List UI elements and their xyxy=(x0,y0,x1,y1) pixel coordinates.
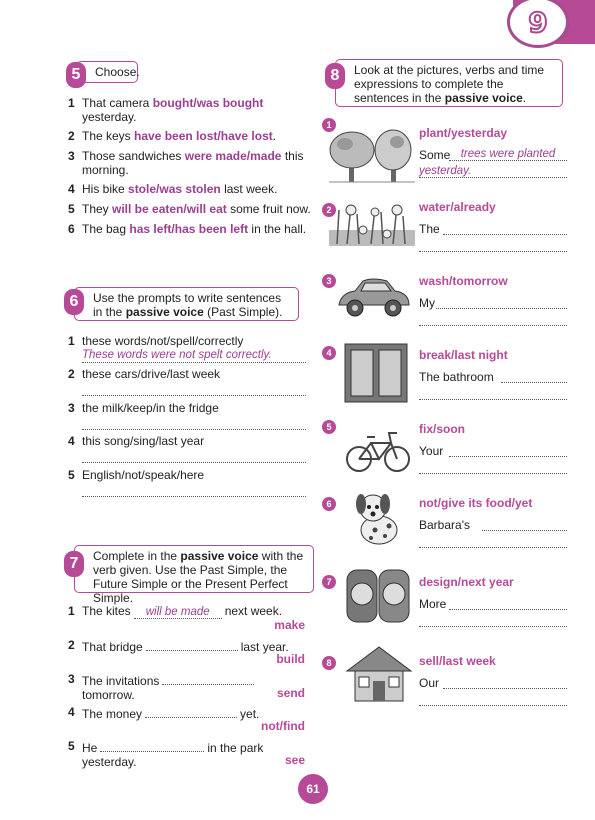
item-text: this xyxy=(281,149,304,163)
picture-number: 2 xyxy=(322,203,336,217)
item-text: That camera xyxy=(82,96,153,110)
verb-hint: see xyxy=(284,753,305,767)
item-number: 1 xyxy=(68,604,75,618)
unit-number: 9 xyxy=(528,5,548,39)
item-number: 2 xyxy=(68,129,75,143)
prompt-text: this song/sing/last year xyxy=(82,434,205,448)
answer-option[interactable]: have been lost xyxy=(134,129,218,143)
item-text: last year. xyxy=(240,640,289,654)
ex7-instr-c: with the verb given. Use the Past Simple, the Future Simple or the Present Perfect Simple. xyxy=(93,549,304,605)
item-text: some fruit now. xyxy=(226,202,311,216)
picture-number: 1 xyxy=(322,118,336,132)
ex6-item xyxy=(68,468,308,497)
item-number: 2 xyxy=(68,367,75,381)
ex6-item xyxy=(68,367,308,396)
sentence-start: Our xyxy=(419,676,440,690)
item-number: 5 xyxy=(68,468,75,482)
answer-line[interactable] xyxy=(82,416,306,430)
item-text: The kites xyxy=(82,604,131,618)
ex7-instr-a: Complete in the xyxy=(93,549,181,563)
sentence-start: Barbara's xyxy=(419,518,470,532)
picture-number: 6 xyxy=(322,497,336,511)
picture-number: 5 xyxy=(322,420,336,434)
item-number: 4 xyxy=(68,705,75,719)
ex7-item xyxy=(68,705,307,737)
item-number: 3 xyxy=(68,149,75,163)
item-number: 2 xyxy=(68,638,75,652)
answer-line[interactable] xyxy=(449,596,567,610)
answer-option[interactable]: were made xyxy=(184,149,247,163)
ex8-instr-a: Look at the pictures, verbs and time expressions to complete the sentences in the xyxy=(354,63,545,105)
verb-time-prompt: plant/yesterday xyxy=(419,126,508,140)
answer-line[interactable] xyxy=(82,449,306,463)
answer-blank[interactable] xyxy=(162,672,254,685)
item-text: The keys xyxy=(82,129,135,143)
item-number: 1 xyxy=(68,334,75,348)
sentence-start: Some xyxy=(419,148,451,162)
answer-blank[interactable] xyxy=(100,739,204,752)
answer-option[interactable]: will eat xyxy=(186,202,227,216)
sentence-start: The bathroom xyxy=(419,370,494,384)
ex6-instr-b: passive voice xyxy=(125,305,204,319)
item-text: His bike xyxy=(82,182,129,196)
option-slash: / xyxy=(171,222,175,236)
answer-blank[interactable]: will be made xyxy=(134,606,222,619)
ex7-item xyxy=(68,604,307,636)
answer-option[interactable]: bought xyxy=(152,96,194,110)
item-number: 3 xyxy=(68,401,75,415)
ex5-item xyxy=(68,96,312,124)
ex5-item xyxy=(68,129,312,143)
answer-line[interactable] xyxy=(82,483,306,497)
sentence-start: The xyxy=(419,222,440,236)
ex5-item xyxy=(68,222,312,236)
item-text: tomorrow. xyxy=(82,688,135,702)
item-text: That bridge xyxy=(82,640,143,654)
car-picture xyxy=(333,275,413,321)
item-text: They xyxy=(82,202,113,216)
ex6-item xyxy=(68,334,308,363)
verb-hint: make xyxy=(274,618,305,632)
answer-line[interactable] xyxy=(419,386,567,400)
verb-hint: send xyxy=(276,686,305,700)
item-text: in the hall. xyxy=(248,222,307,236)
verb-time-prompt: design/next year xyxy=(419,575,514,589)
item-number: 1 xyxy=(68,96,75,110)
ex8-instr-b: passive voice xyxy=(444,91,523,105)
answer-option[interactable]: has left xyxy=(129,222,172,236)
ex6-item xyxy=(68,434,308,463)
answer-blank[interactable] xyxy=(145,705,237,718)
ex8-instr-c: . xyxy=(522,91,527,105)
verb-time-prompt: not/give its food/yet xyxy=(419,496,533,510)
option-slash: / xyxy=(156,182,160,196)
prompt-text: these cars/drive/last week xyxy=(82,367,221,381)
verb-time-prompt: water/already xyxy=(419,200,496,214)
item-text: Those sandwiches xyxy=(82,149,185,163)
sentence-start: Your xyxy=(419,444,444,458)
answer-line[interactable]: yesterday. xyxy=(419,164,567,178)
item-text: The invitations xyxy=(82,674,160,688)
ex7-item xyxy=(68,739,307,771)
answer-option[interactable]: was stolen xyxy=(159,182,221,196)
prompt-text: English/not/speak/here xyxy=(82,468,205,482)
item-text: He xyxy=(82,741,98,755)
ex6-instruction xyxy=(74,287,299,321)
ex7-item xyxy=(68,672,307,704)
verb-time-prompt: fix/soon xyxy=(419,422,466,436)
answer-line[interactable] xyxy=(419,238,567,252)
item-text: yesterday. xyxy=(82,110,137,124)
sentence-start: More xyxy=(419,597,447,611)
picture-number: 7 xyxy=(322,575,336,589)
item-number: 4 xyxy=(68,434,75,448)
sentence-start: My xyxy=(419,296,435,310)
answer-line[interactable] xyxy=(443,675,568,689)
ex6-instr-a: Use the prompts to write sentences in the xyxy=(93,291,282,319)
item-text: in the park xyxy=(207,741,264,755)
answer-line[interactable] xyxy=(419,613,567,627)
ex5-instruction-text: Choose. xyxy=(95,65,140,79)
dog-picture xyxy=(345,490,411,550)
answer-line[interactable] xyxy=(436,295,567,309)
answer-line[interactable] xyxy=(501,369,567,383)
ex5-item xyxy=(68,202,312,216)
verb-time-prompt: break/last night xyxy=(419,348,508,362)
picture-number: 4 xyxy=(322,346,336,360)
item-text: The bag xyxy=(82,222,130,236)
answer-line[interactable] xyxy=(419,534,567,548)
ex7-instruction xyxy=(74,545,314,605)
item-text: The money xyxy=(82,707,143,721)
answer-line[interactable] xyxy=(419,460,567,474)
item-number: 4 xyxy=(68,182,75,196)
answer-option[interactable]: made xyxy=(250,149,282,163)
item-text: yesterday. xyxy=(82,755,137,769)
ex5-number: 5 xyxy=(66,62,86,88)
prompt-text: these words/not/spell/correctly xyxy=(82,334,244,348)
verb-hint: build xyxy=(276,652,305,666)
ex7-number: 7 xyxy=(64,551,84,577)
verb-time-prompt: wash/tomorrow xyxy=(419,274,508,288)
answer-option[interactable]: was bought xyxy=(196,96,264,110)
bicycle-picture xyxy=(345,425,411,475)
ex5-item xyxy=(68,149,312,177)
ex6-number: 6 xyxy=(64,289,84,315)
item-number: 5 xyxy=(68,202,75,216)
option-slash: / xyxy=(217,129,221,143)
answer-line[interactable] xyxy=(443,221,568,235)
answer-line[interactable]: trees were planted xyxy=(449,147,567,161)
item-text: last week. xyxy=(220,182,278,196)
trees-picture xyxy=(327,124,417,186)
item-number: 5 xyxy=(68,739,75,753)
answer-option[interactable]: has been left xyxy=(174,222,249,236)
answer-option[interactable]: have lost xyxy=(220,129,273,143)
option-slash: / xyxy=(193,96,197,110)
option-slash: / xyxy=(246,149,251,163)
answer-line[interactable] xyxy=(449,443,567,457)
window-picture xyxy=(343,342,409,404)
answer-option[interactable]: will be eaten xyxy=(112,202,184,216)
page-number: 61 xyxy=(298,774,328,804)
answer-line[interactable] xyxy=(82,382,306,396)
item-text: yet. xyxy=(240,707,260,721)
answer-option[interactable]: stole xyxy=(128,182,157,196)
answer-blank[interactable] xyxy=(146,638,238,651)
prompt-text: the milk/keep/in the fridge xyxy=(82,401,219,415)
answer-line[interactable]: These words were not spelt correctly. xyxy=(82,349,306,363)
verb-hint: not/find xyxy=(261,719,305,733)
answer-line[interactable] xyxy=(419,692,567,706)
verb-time-prompt: sell/last week xyxy=(419,654,496,668)
item-text: . xyxy=(272,129,277,143)
house-picture xyxy=(343,643,415,705)
ex6-item xyxy=(68,401,308,430)
flowers-picture xyxy=(327,200,417,248)
ex5-item xyxy=(68,182,312,196)
picture-number: 3 xyxy=(322,274,336,288)
option-slash: / xyxy=(183,202,187,216)
watches-picture xyxy=(343,566,413,626)
item-text: next week. xyxy=(224,604,283,618)
ex7-instr-b: passive voice xyxy=(180,549,259,563)
ex8-instruction xyxy=(335,59,563,107)
item-number: 6 xyxy=(68,222,75,236)
answer-line[interactable] xyxy=(419,312,567,326)
picture-number: 8 xyxy=(322,656,336,670)
ex6-instr-c: (Past Simple). xyxy=(203,305,283,319)
item-text: morning. xyxy=(82,163,129,177)
item-number: 3 xyxy=(68,672,75,686)
ex7-item xyxy=(68,638,307,670)
ex8-number: 8 xyxy=(325,63,345,89)
answer-line[interactable] xyxy=(482,517,568,531)
